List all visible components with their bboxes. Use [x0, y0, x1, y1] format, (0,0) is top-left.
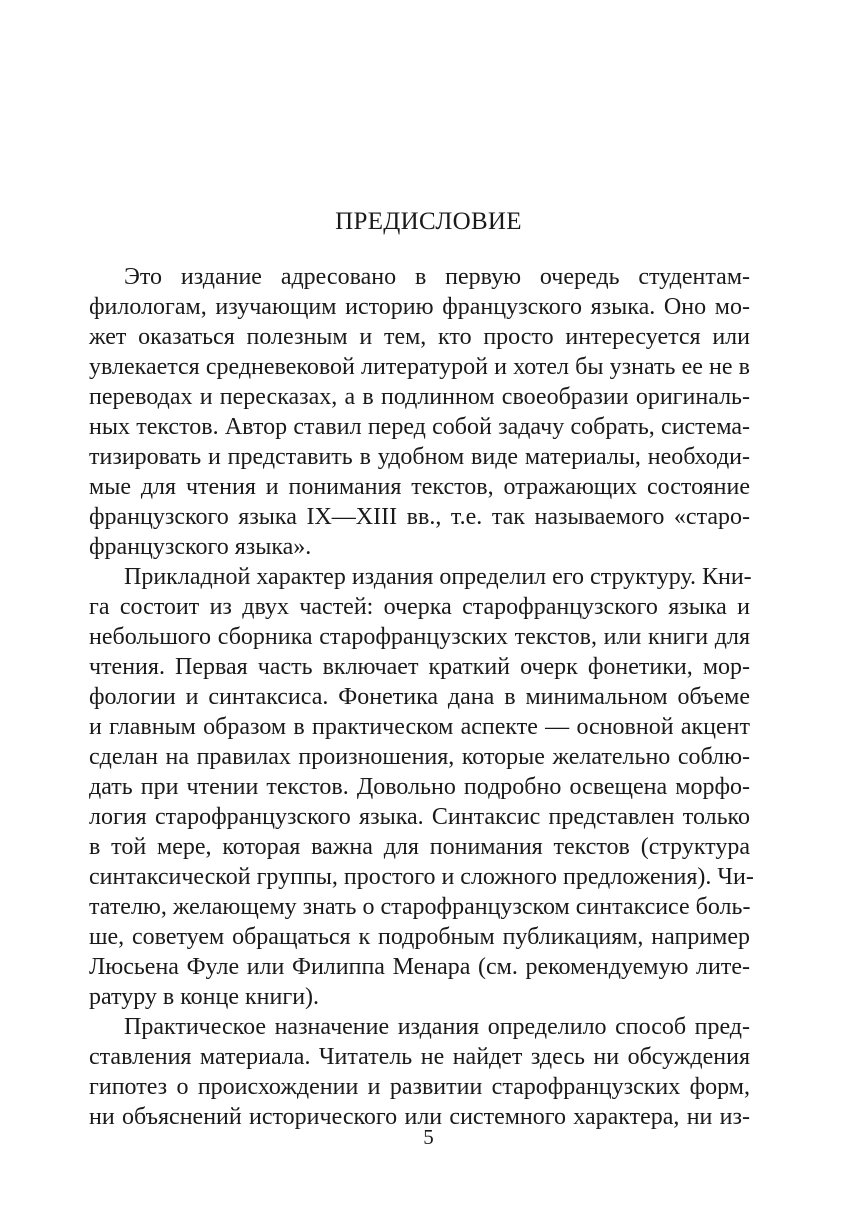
text-line: филологам, изучающим историю французского языка. Оно мо- [89, 294, 750, 320]
text-line: ше, советуем обращаться к подробным публикациям, например [89, 924, 750, 950]
text-line: ратуру в конце книги). [89, 984, 320, 1010]
page-title: ПРЕДИСЛОВИЕ [335, 208, 522, 235]
page-number: 5 [423, 1125, 434, 1149]
text-line: га состоит из двух частей: очерка старофранцузского языка и [89, 594, 750, 620]
text-line: синтаксической группы, простого и сложного предложения). Чи- [89, 864, 754, 890]
text-line: чтения. Первая часть включает краткий очерк фонетики, мор- [89, 654, 750, 680]
text-line: жет оказаться полезным и тем, кто просто интересуется или [89, 324, 750, 350]
body-text [89, 262, 754, 1132]
text-line: небольшого сборника старофранцузских текстов, или книги для [89, 624, 750, 650]
text-line: фологии и синтаксиса. Фонетика дана в минимальном объеме [89, 684, 750, 710]
text-line: дать при чтении текстов. Довольно подробно освещена морфо- [89, 774, 750, 800]
text-line: Прикладной характер издания определил его структуру. Кни- [124, 564, 752, 590]
text-line: в той мере, которая важна для понимания текстов (структура [89, 834, 750, 860]
text-line: переводах и пересказах, а в подлинном своеобразии оригиналь- [89, 384, 750, 410]
text-line: логия старофранцузского языка. Синтаксис представлен только [89, 804, 750, 830]
text-line: увлекается средневековой литературой и хотел бы узнать ее не в [89, 354, 750, 380]
text-line: гипотез о происхождении и развитии старофранцузских форм, [89, 1074, 750, 1100]
paragraph-2 [89, 562, 754, 1012]
paragraph-1 [89, 262, 750, 562]
paragraph-3 [89, 1012, 750, 1132]
text-line: Это издание адресовано в первую очередь студентам- [124, 264, 750, 290]
text-line: Практическое назначение издания определило способ пред- [124, 1014, 750, 1040]
text-line: ных текстов. Автор ставил перед собой задачу собрать, система- [89, 414, 750, 440]
text-line: Люсьена Фуле или Филиппа Менара (см. рекомендуемую лите- [89, 954, 750, 980]
text-line: тателю, желающему знать о старофранцузском синтаксисе боль- [89, 894, 751, 920]
text-line: и главным образом в практическом аспекте — основной акцент [89, 714, 750, 740]
text-line: тизировать и представить в удобном виде материалы, необходи- [89, 444, 750, 470]
text-line: французского языка IX—XIII вв., т.е. так называемого «старо- [89, 504, 750, 530]
text-line: французского языка». [89, 534, 312, 560]
text-line: сделан на правилах произношения, которые желательно соблю- [89, 744, 750, 770]
text-line: ставления материала. Читатель не найдет здесь ни обсуждения [89, 1044, 750, 1070]
text-line: мые для чтения и понимания текстов, отражающих состояние [89, 474, 750, 500]
text-line: ни объяснений исторического или системного характера, ни из- [89, 1104, 750, 1130]
